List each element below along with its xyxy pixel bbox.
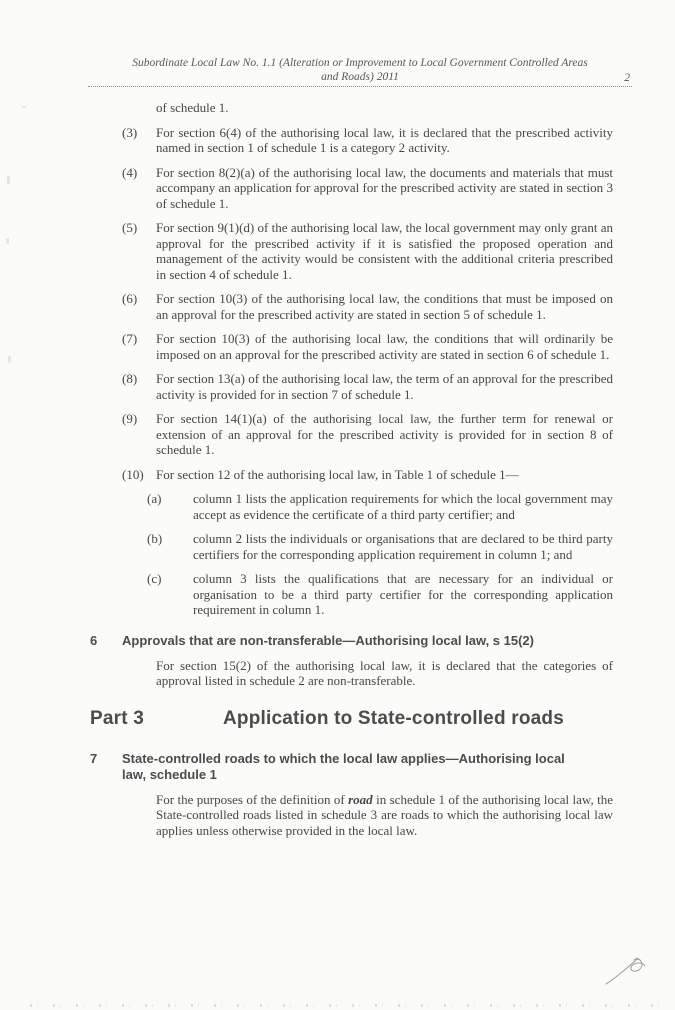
page-number: 2 [624,72,630,84]
list-item-text: For section 6(4) of the authorising local law, it is declared that the prescribed activity named in section 1 of schedule 1 is a category 2 activity. [156,124,613,155]
sub-list-item-text: column 1 lists the application requirements for which the local government may accept as evidence the certificate of a third party certifier; and [193,491,613,522]
scan-speck [6,238,9,244]
list-item-text: For section 14(1)(a) of the authorising local law, the further term for renewal or extension of an approval for the prescribed activity is provided for in section 8 of schedule 1. [156,411,613,457]
sub-list-item [90,531,613,562]
list-item [90,331,613,362]
sub-list-item-letter: (a) [147,491,162,506]
section-7-heading [90,751,613,783]
handwritten-initials-mark [604,954,650,988]
sub-list-item-text: column 3 lists the qualifications that are necessary for an individual or organisation to be a third party certifier for the corresponding application requirement in column 1. [193,571,613,617]
section-6-title: Approvals that are non-transferable—Authorising local law, s 15(2) [122,632,534,648]
list-item [90,125,613,156]
sub-list-item [90,571,613,618]
list-item-number: (4) [122,164,138,180]
sub-list-item-letter: (c) [147,571,162,586]
list-item-text: For section 10(3) of the authorising local law, the conditions that must be imposed on an approval for the prescribed activity are stated in section 5 of schedule 1. [156,291,613,322]
list-item-text: For section 12 of the authorising local law, in Table 1 of schedule 1— [156,466,519,482]
list-item-number: (7) [122,331,138,346]
sub-list-item-letter: (b) [147,531,163,546]
paragraph-text: For the purposes of the definition of [156,791,349,807]
list-item [90,291,613,322]
sub-list-item-text: column 2 lists the individuals or organisations that are declared to be third party certifiers for the corresponding application requirement in column 1; and [193,531,613,562]
section-6-number: 6 [90,632,98,648]
header-title-line2: and Roads) 2011 [321,71,399,83]
list-item-number: (5) [122,220,138,235]
section-7-title: State-controlled roads to which the local law applies—Authorising local law, schedule 1 [122,750,565,782]
list-item-number: (6) [122,291,138,306]
section-7-number: 7 [90,750,98,766]
scan-speck [8,356,11,363]
list-item-text: For section 9(1)(d) of the authorising local law, the local government may only grant an approval for the prescribed activity if it is satisfied the proposed operation and management of the activity would be consistent with the additional criteria prescribed in section 4 of schedule 1. [156,220,613,282]
part-3-label: Part 3 [90,707,145,729]
list-item [90,220,613,282]
section-6-heading [90,633,613,649]
paragraph-text: in schedule 1 of the authorising local law, the State-controlled roads listed in schedule 3 are roads to which the authorising local law applies unless otherwise provided in the local law. [156,791,613,838]
list-item-text: For section 10(3) of the authorising local law, the conditions that will ordinarily be imposed on an approval for the prescribed activity are stated in section 6 of schedule 1. [156,331,613,362]
list-item [90,467,613,483]
header-title-line1: Subordinate Local Law No. 1.1 (Alteration or Improvement to Local Government Controlled Areas [132,57,588,69]
list-item [90,371,613,402]
section-6-paragraph: For section 15(2) of the authorising local law, it is declared that the categories of approval listed in schedule 2 are non-transferable. [156,657,613,688]
list-item-text: For section 8(2)(a) of the authorising local law, the documents and materials that must accompany an application for approval for the prescribed activity are stated in section 3 of schedule 1. [156,164,613,211]
list-item-number: (10) [122,466,144,482]
scan-artifact-strip [30,1004,665,1007]
scanned-document-page [0,56,675,1010]
sub-list-item [90,491,613,522]
continuation-text: of schedule 1. [156,100,229,115]
scan-speck [22,106,26,108]
defined-term-road: road [348,791,373,807]
list-item [90,165,613,212]
list-item [90,411,613,458]
part-3-title: Application to State-controlled roads [223,707,564,729]
part-3-heading [90,707,613,731]
list-item-text: For section 13(a) of the authorising local law, the term of an approval for the prescribed activity is provided for in section 7 of schedule 1. [156,371,613,402]
running-header [88,56,632,87]
list-item-number: (9) [122,411,138,426]
document-body [90,100,613,838]
section-7-paragraph [156,792,613,839]
list-item-number: (3) [122,124,138,140]
list-item-number: (8) [122,371,138,386]
scan-speck [7,176,10,184]
